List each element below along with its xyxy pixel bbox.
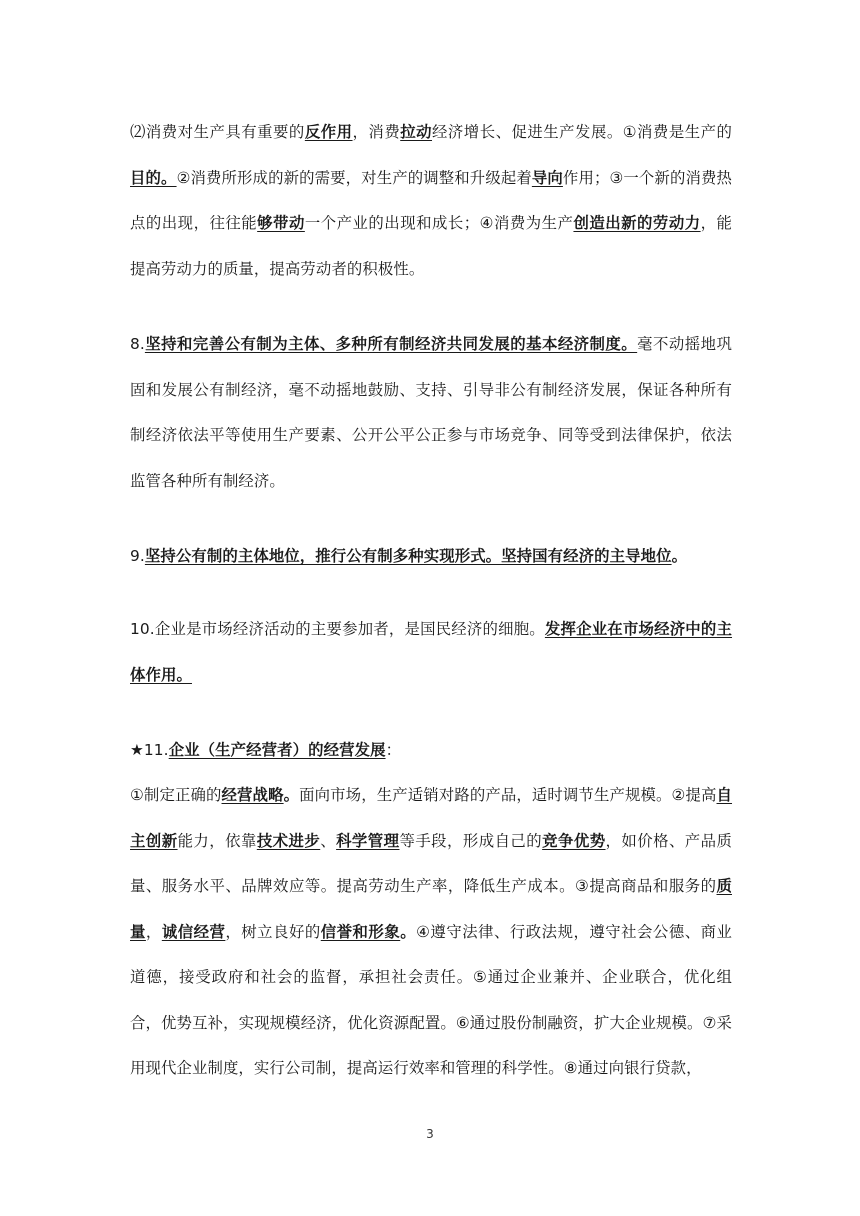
text-segment: ： [385,741,402,759]
emphasized-text: 发挥企业在市场经济中的主体作用。 [130,620,733,684]
paragraph-item-9 [130,534,732,580]
text-segment: ②消费所形成的新的需要，对生产的调整和升级起着 [176,168,532,187]
text-segment: ⑵消费对生产具有重要的 [130,123,305,141]
text-segment: 、 [320,831,337,850]
paragraph-item-8 [130,322,732,504]
emphasized-text: 。 [671,547,688,565]
emphasized-text: 坚持和完善公有制为主体、多种所有制经济共同发展的基本经济制度。 [144,335,638,353]
emphasized-text: 经营战略 [221,786,284,804]
text-segment: 一个产业的出现和成长；④消费为生产 [304,214,574,232]
text-segment: ，树立良好的 [225,922,321,941]
text-segment: ， [145,922,162,941]
page-number: 3 [426,1127,434,1141]
text-segment: ，消费 [352,123,401,141]
emphasized-text: 拉动 [400,123,433,141]
emphasized-text: 诚信经营 [161,922,226,941]
text-segment: 8. [130,335,145,353]
text-segment: ，如价格、产品质量、服务水平、品牌效应等。提高劳动生产率，降低生产成本。③提高商品和服务的 [130,831,732,895]
emphasized-text: 够带动 [257,214,305,232]
paragraph-item-11-body [130,773,732,1092]
text-segment: 等手段，形成自己的 [399,831,543,850]
text-segment: 能力，依靠 [177,831,257,850]
emphasized-text: 目的。 [130,168,177,187]
emphasized-text: 信誉和形象 [320,922,401,941]
emphasized-text: 。 [283,786,300,804]
text-segment: ，能提高劳动力的质量，提高劳动者的积极性。 [130,214,732,278]
text-segment: 经济增长、促进生产发展。①消费是生产的 [432,123,732,141]
paragraph-consumption-role [130,110,732,292]
text-segment: ★11. [130,741,169,759]
emphasized-text: 技术进步 [256,831,321,850]
text-segment: 9. [130,547,145,565]
emphasized-text: 坚持公有制的主体地位，推行公有制多种实现形式。坚持国有经济的主导地位 [144,547,672,565]
emphasized-text: 企业（生产经营者）的经营发展 [168,741,386,759]
emphasized-text: 质量 [130,877,732,941]
emphasized-text: 导向 [531,168,563,187]
paragraph-item-11-heading [130,728,732,774]
emphasized-text: 创造出新的劳动力 [573,214,701,232]
emphasized-text: 反作用 [304,123,353,141]
emphasized-text: 竞争优势 [542,831,606,850]
text-segment: 面向市场，生产适销对路的产品，适时调节生产规模。②提高 [299,786,717,804]
text-segment: 10.企业是市场经济活动的主要参加者，是国民经济的细胞。 [130,620,545,638]
text-segment: 毫不动摇地巩固和发展公有制经济，毫不动摇地鼓励、支持、引导非公有制经济发展，保证各种所有制经济依法平等使用生产要素、公开公平公正参与市场竞争、同等受到法律保护，依法监管各种所有制经济。 [130,335,732,490]
paragraph-item-10 [130,607,732,698]
text-segment: ①制定正确的 [130,786,222,804]
emphasized-text: 。 [400,922,417,941]
emphasized-text: 自主创新 [130,786,733,850]
emphasized-text: 科学管理 [336,831,400,850]
text-segment: ④遵守法律、行政法规，遵守社会公德、商业道德，接受政府和社会的监督，承担社会责任。⑤通过企业兼并、企业联合，优化组合，优势互补，实现规模经济，优化资源配置。⑥通过股份制融资，扩大企业规模。⑦采用现代企业制度，实行公司制，提高运行效率和管理的科学性。⑧通过向银行贷款， [130,922,732,1077]
text-segment: 作用；③一个新的消费热点的出现，往往能 [130,168,732,232]
